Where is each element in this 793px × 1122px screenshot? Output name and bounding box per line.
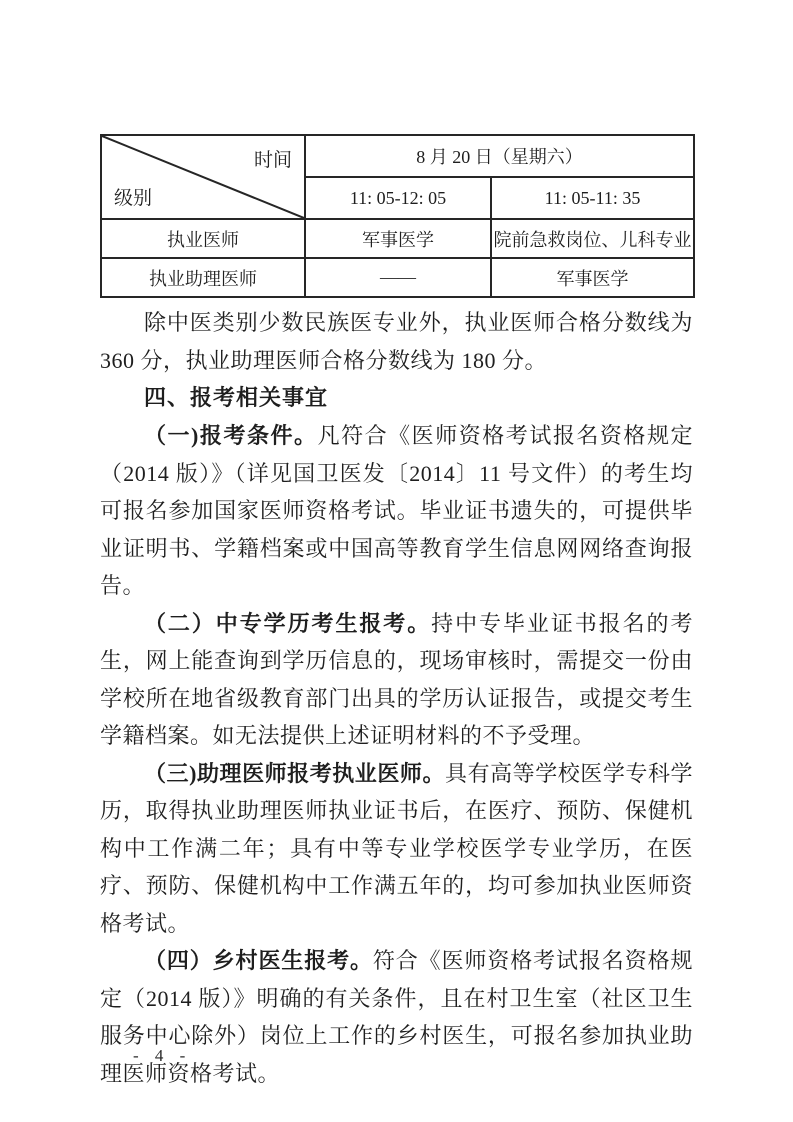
table-row-level: 执业助理医师 [101,258,305,297]
paragraph-lead: （三)助理医师报考执业医师。 [144,760,446,786]
paragraph-item-3 [100,755,693,943]
table-row-slot2: 军事医学 [491,258,694,297]
intro-paragraph [100,304,693,379]
paragraph-item-1 [100,417,693,605]
paragraph-lead: （四）乡村医生报考。 [144,948,373,973]
table-corner-cell [101,135,305,219]
corner-label-time: 时间 [253,150,292,171]
table-row-slot1: —— [305,258,491,297]
paragraph-body: 持中专毕业证书报名的考生，网上能查询到学历信息的，现场审核时，需提交一份由学校所在地省级教育部门出具的学历认证报告，或提交考生学籍档案。如无法提供上述证明材料的不予受理。 [100,610,693,748]
page-number: - 4 - [133,1046,192,1065]
corner-label-level: 级别 [114,188,153,209]
table-date-header: 8 月 20 日（星期六） [305,135,694,177]
document-content [100,134,693,1092]
paragraph-item-2 [100,605,693,755]
paragraph-body: 凡符合《医师资格考试报名资格规定（2014 版）》（详见国卫医发〔2014〕11 号文件）的考生均可报名参加国家医师资格考试。毕业证书遗失的，可提供毕业证明书、学籍档案或中国高等教育学生信息网网络查询报告。 [100,423,693,598]
paragraph-body: 符合《医师资格考试报名资格规定（2014 版）》明确的有关条件，且在村卫生室（社区卫生服务中心除外）岗位上工作的乡村医生，可报名参加执业助理医师资格考试。 [100,948,693,1086]
exam-schedule-table [100,134,695,298]
table-row [101,219,694,258]
table-row-level: 执业医师 [101,219,305,258]
table-row-slot1: 军事医学 [305,219,491,258]
table-timeslot-1: 11: 05-12: 05 [305,177,491,219]
paragraph-lead: （二）中专学历考生报考。 [144,610,432,636]
paragraph-body: 具有高等学校医学专科学历，取得执业助理医师执业证书后，在医疗、预防、保健机构中工作满二年；具有中等专业学校医学专业学历，在医疗、预防、保健机构中工作满五年的，均可参加执业医师资格考试。 [100,760,693,936]
intro-text: 除中医类别少数民族医专业外，执业医师合格分数线为 360 分，执业助理医师合格分数线为 180 分。 [100,310,693,373]
table-timeslot-2: 11: 05-11: 35 [491,177,694,219]
paragraph-item-4 [100,942,693,1092]
paragraph-lead: （一)报考条件。 [144,423,318,448]
section-heading: 四、报考相关事宜 [144,385,329,410]
table-row-slot2: 院前急救岗位、儿科专业 [491,219,694,258]
table-row [101,258,694,297]
